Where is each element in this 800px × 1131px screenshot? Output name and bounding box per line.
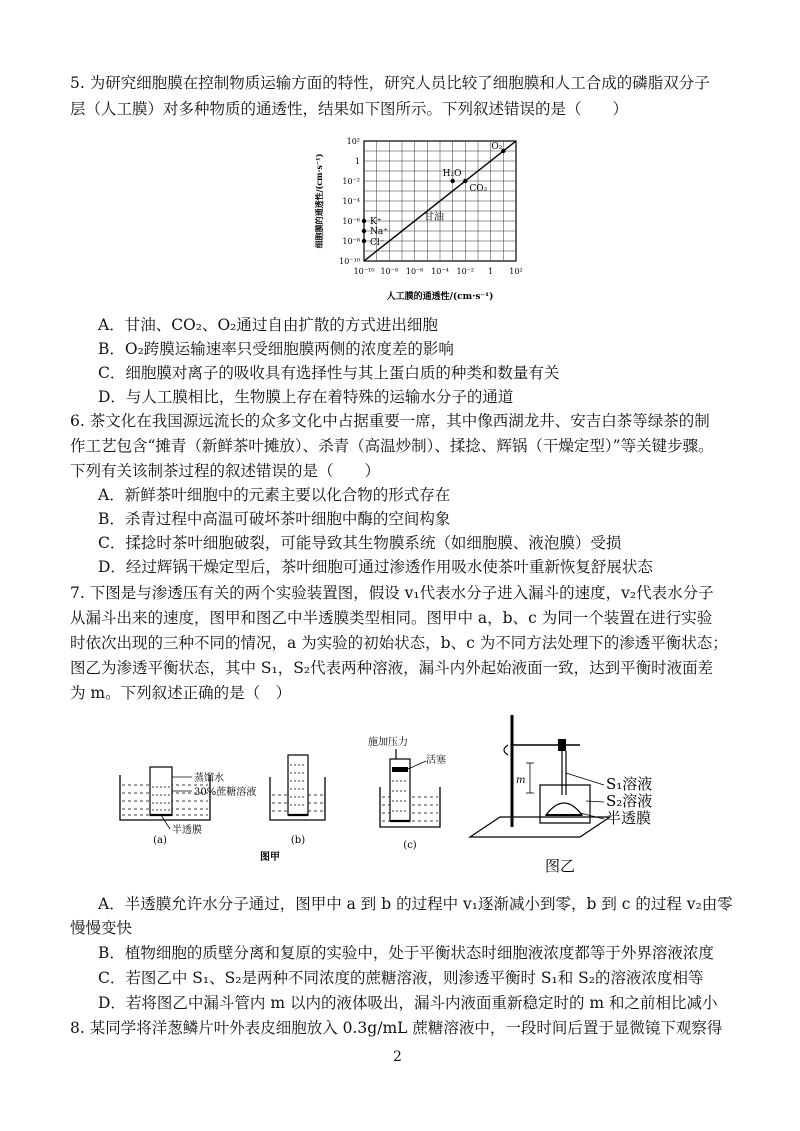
q5-stem-line2: 层（人工膜）对多种物质的通透性，结果如下图所示。下列叙述错误的是（ ）: [70, 100, 629, 118]
label-water: 蒸馏水: [194, 773, 224, 784]
y-tick-label: 1: [354, 157, 360, 166]
osmosis-figure: [110, 705, 690, 885]
label-membrane: 半透膜: [172, 825, 202, 836]
q6-option-d: D．经过辉锅干燥定型后，茶叶细胞可通过渗透作用吸水使茶叶重新恢复舒展状态: [98, 558, 653, 576]
q6-option-a: A．新鲜茶叶细胞中的元素主要以化合物的形式存在: [98, 486, 451, 504]
y-tick-label: 10⁻⁸: [342, 237, 360, 246]
q5-option-d: D．与人工膜相比，生物膜上存在着特殊的运输水分子的通道: [98, 388, 514, 406]
chart-points: [362, 142, 506, 248]
x-tick-labels: [354, 267, 523, 276]
data-point-label: H₂O: [442, 169, 462, 179]
device-c: [368, 735, 446, 851]
label-b: (b): [290, 835, 306, 846]
x-tick-label: 10⁻⁴: [431, 267, 449, 276]
y-tick-label: 10²: [346, 137, 360, 146]
x-tick-label: 1: [488, 267, 494, 276]
y-tick-label: 10⁻¹⁰: [339, 257, 360, 266]
q6-stem-line3: 下列有关该制茶过程的叙述错误的是（ ）: [70, 462, 381, 480]
data-point-label: Cl⁻: [370, 238, 385, 248]
x-tick-label: 10⁻⁸: [380, 267, 399, 276]
label-pressure: 施加压力: [368, 737, 408, 748]
q7-option-b: B．植物细胞的质壁分离和复原的实验中，处于平衡状态时细胞液浓度都等于外界溶液浓度: [98, 944, 714, 962]
data-point-label: Na⁺: [370, 227, 388, 237]
label-piston: 活塞: [426, 755, 446, 766]
x-tick-label: 10⁻⁶: [405, 267, 424, 276]
q7-option-d: D．若将图乙中漏斗管内 m 以内的液体吸出，漏斗内液面重新稳定时的 m 和之前相比减小: [98, 994, 718, 1012]
device-b: [260, 755, 325, 863]
y-tick-labels: [339, 137, 360, 266]
permeability-chart: [300, 125, 540, 305]
y-tick-label: 10⁻²: [342, 177, 360, 186]
page-number: 2: [393, 1049, 402, 1065]
label-s2: S₂溶液: [606, 792, 653, 810]
q7-option-c: C．若图乙中 S₁、S₂是两种不同浓度的蔗糖溶液，则渗透平衡时 S₁和 S₂的溶液浓度相等: [98, 969, 704, 987]
label-sucrose: 30%蔗糖溶液: [194, 787, 257, 798]
label-m: m: [516, 775, 526, 786]
q7-stem-line5: 为 m。下列叙述正确的是（ ）: [70, 684, 292, 702]
label-a: (a): [153, 835, 167, 846]
data-point: [362, 229, 366, 233]
glycerol-label: 甘油: [424, 212, 444, 223]
q7-stem-line1: 7. 下图是与渗透压有关的两个实验装置图，假设 v₁代表水分子进入漏斗的速度，v₂代表水分子: [70, 584, 714, 602]
q7-stem-line4: 图乙为渗透平衡状态，其中 S₁，S₂代表两种溶液，漏斗内外起始液面一致，达到平衡时液面差: [70, 659, 714, 677]
label-membrane2: 半透膜: [606, 809, 652, 827]
q6-stem-line2: 作工艺包含“摊青（新鲜茶叶摊放）、杀青（高温炒制）、揉捻、辉锅（干燥定型）”等关键步骤。: [70, 437, 714, 455]
data-point-label: O₂: [491, 142, 503, 152]
device-yi: [470, 715, 652, 875]
q5-option-c: C．细胞膜对离子的吸收具有选择性与其上蛋白质的种类和数量有关: [98, 364, 560, 382]
data-point-label: K⁺: [370, 217, 382, 227]
q7-stem-line3: 时依次出现的三种不同的情况，a 为实验的初始状态，b、c 为不同方法处理下的渗透平衡状态；: [70, 634, 728, 652]
q8-stem-line1: 8. 某同学将洋葱鳞片叶外表皮细胞放入 0.3g/mL 蔗糖溶液中，一段时间后置于显微镜下观察得: [70, 1019, 723, 1037]
q6-option-c: C．揉捻时茶叶细胞破裂，可能导致其生物膜系统（如细胞膜、液泡膜）受损: [98, 534, 622, 552]
x-axis-label: 人工膜的通透性/(cm·s⁻¹): [386, 292, 494, 302]
data-point: [450, 179, 454, 183]
y-tick-label: 10⁻⁶: [342, 217, 360, 226]
label-yi: 图乙: [545, 857, 576, 875]
data-point: [463, 179, 467, 183]
q6-stem-line1: 6. 茶文化在我国源远流长的众多文化中占据重要一席，其中像西湖龙井、安吉白茶等绿茶的制: [70, 412, 710, 430]
x-tick-label: 10⁻²: [456, 267, 475, 276]
data-point: [362, 239, 366, 243]
q7-stem-line2: 从漏斗出来的速度，图甲和图乙中半透膜类型相同。图甲中 a，b、c 为同一个装置在进行实验: [70, 609, 713, 627]
q5-option-a: A．甘油、CO₂、O₂通过自由扩散的方式进出细胞: [98, 316, 438, 334]
q7-option-a-line1: A．半透膜允许水分子通过，图甲中 a 到 b 的过程中 v₁逐渐减小到零，b 到 c 的过程 v₂由零: [98, 895, 733, 913]
q7-option-a-line2: 慢慢变快: [70, 919, 133, 937]
label-jia: 图甲: [260, 852, 280, 863]
y-axis-label: 细胞膜的通透性/(cm·s⁻¹): [314, 153, 324, 249]
device-a: [120, 767, 256, 846]
y-tick-label: 10⁻⁴: [342, 197, 360, 206]
x-tick-label: 10⁻¹⁰: [353, 267, 375, 276]
x-tick-label: 10²: [509, 267, 523, 276]
q6-option-b: B．杀青过程中高温可破坏茶叶细胞中酶的空间构象: [98, 510, 451, 528]
data-point-label: CO₂: [469, 184, 488, 194]
q5-stem-line1: 5. 为研究细胞膜在控制物质运输方面的特性，研究人员比较了细胞膜和人工合成的磷脂双分子: [70, 74, 710, 92]
q5-option-b: B．O₂跨膜运输速率只受细胞膜两侧的浓度差的影响: [98, 340, 454, 358]
label-c: (c): [403, 840, 417, 851]
data-point: [362, 219, 366, 223]
label-s1: S₁溶液: [606, 775, 653, 793]
